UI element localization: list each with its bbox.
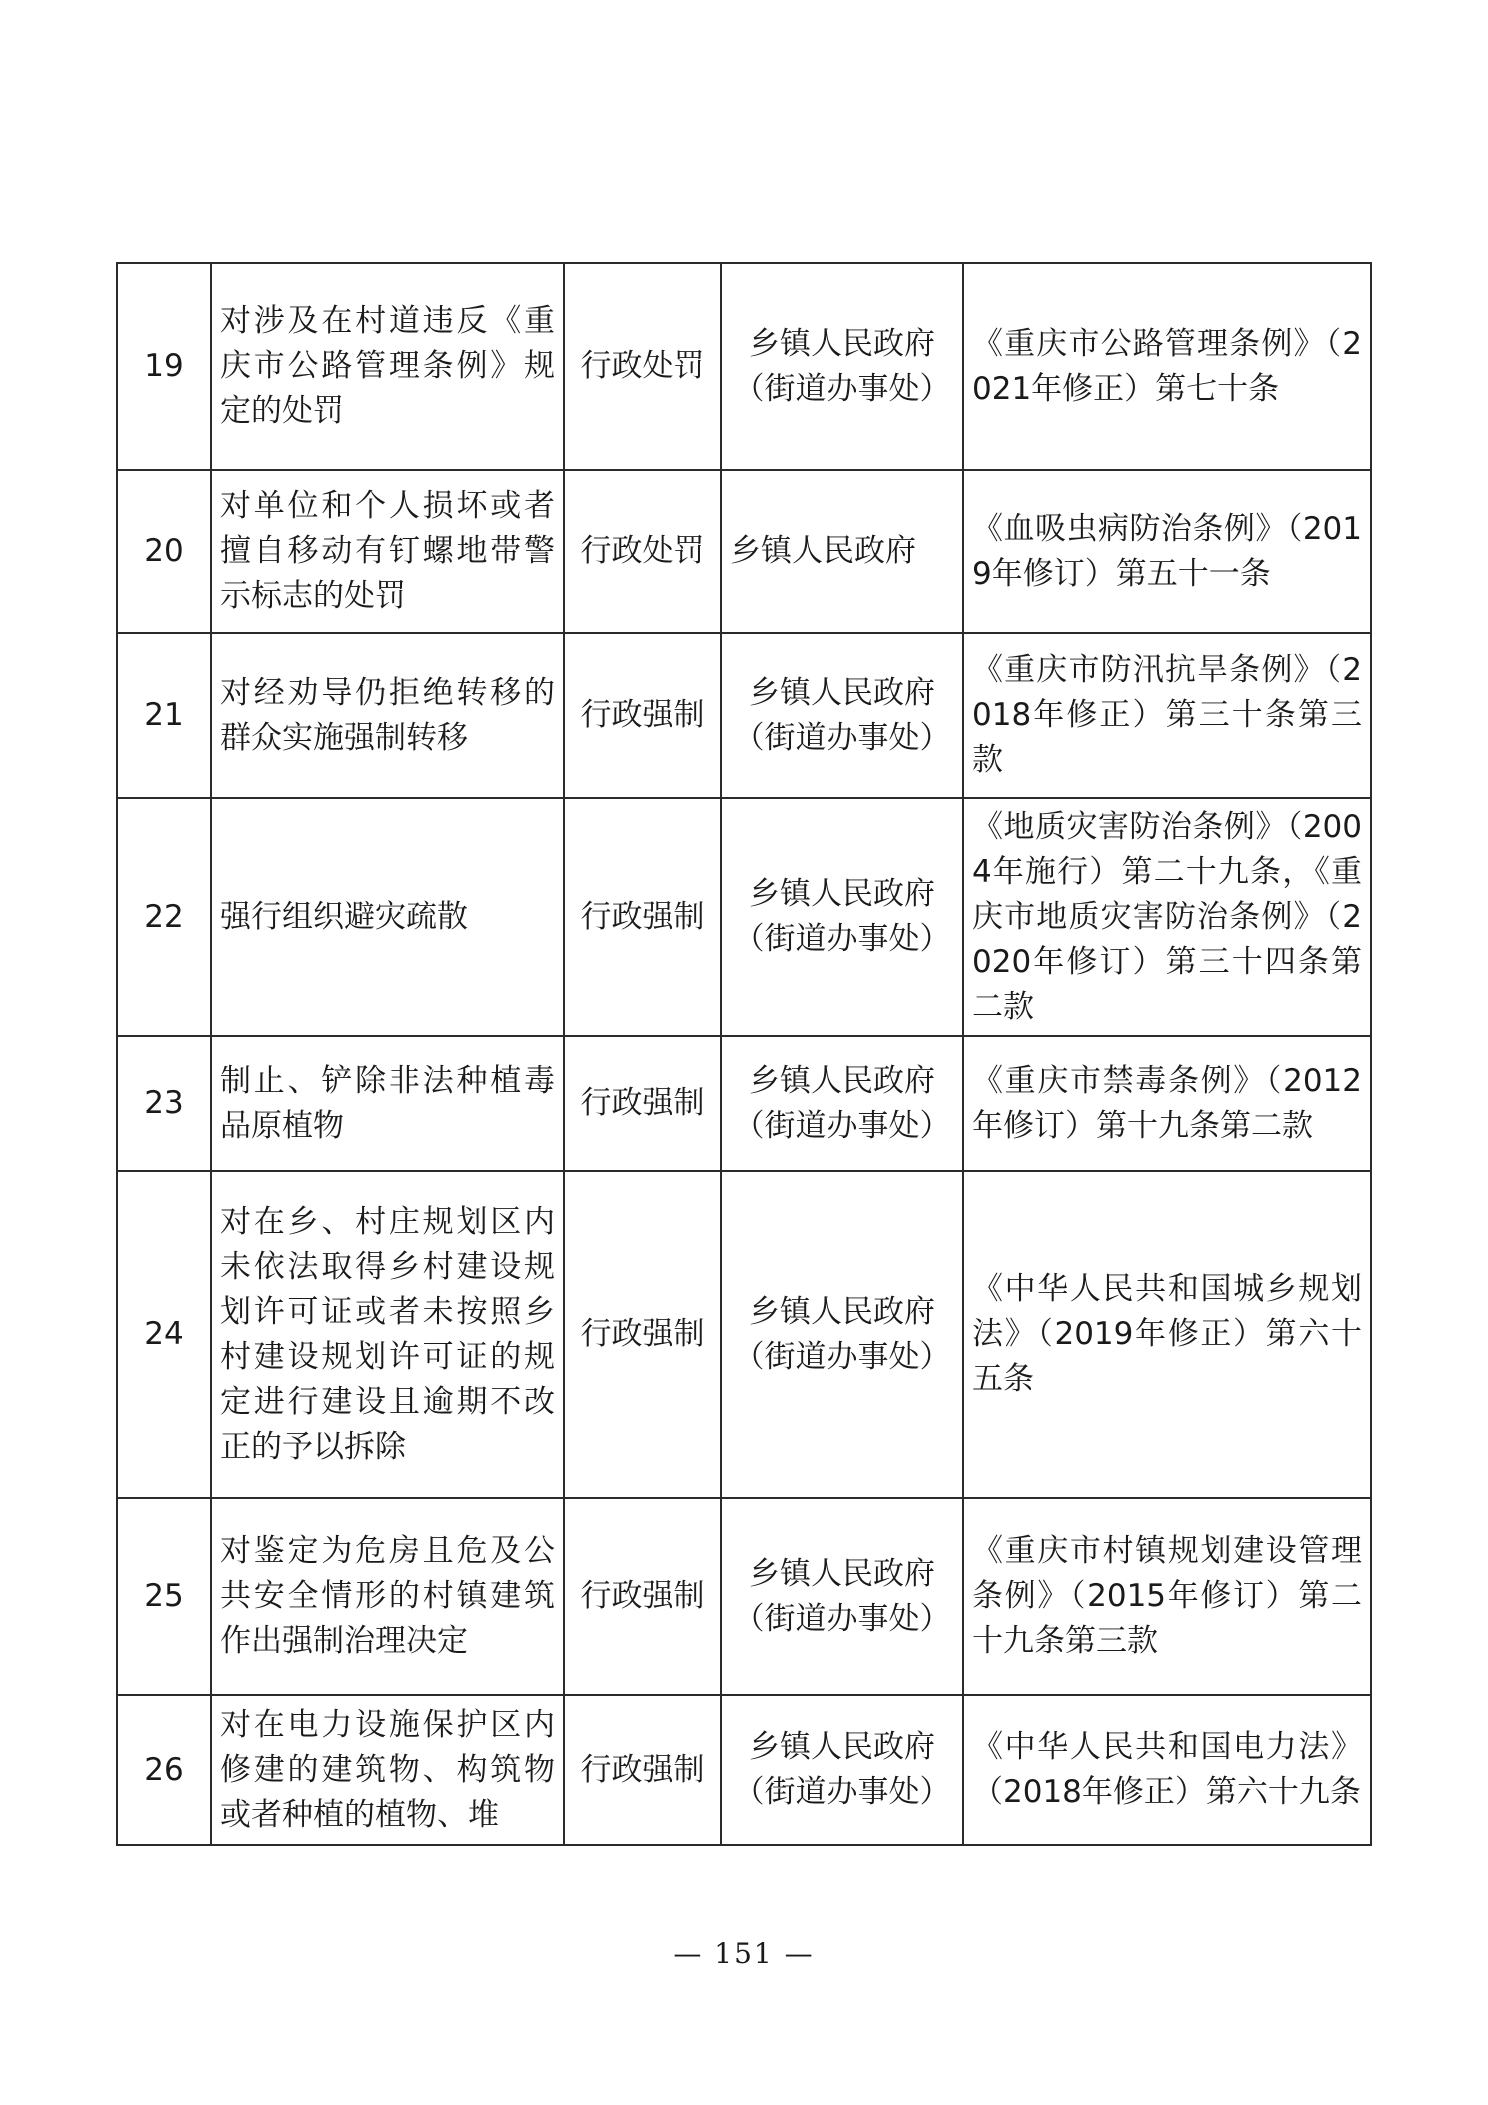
- implementing-body: 乡镇人民政府: [721, 470, 963, 633]
- implementing-body: 乡镇人民政府（街道办事处）: [721, 798, 963, 1036]
- implementing-body: 乡镇人民政府（街道办事处）: [721, 1171, 963, 1498]
- legal-basis: 《重庆市防汛抗旱条例》（2018年修正）第三十条第三款: [963, 633, 1371, 798]
- implementing-body: 乡镇人民政府（街道办事处）: [721, 1695, 963, 1845]
- implementing-body: 乡镇人民政府（街道办事处）: [721, 263, 963, 470]
- power-list-table: [116, 262, 1372, 1846]
- item-number: 25: [117, 1498, 211, 1695]
- item-number: 24: [117, 1171, 211, 1498]
- legal-basis: 《中华人民共和国城乡规划法》（2019年修正）第六十五条: [963, 1171, 1371, 1498]
- implementing-body: 乡镇人民政府（街道办事处）: [721, 1036, 963, 1171]
- power-list-body: [117, 263, 1371, 1845]
- item-name: 对经劝导仍拒绝转移的群众实施强制转移: [211, 633, 564, 798]
- item-number: 19: [117, 263, 211, 470]
- legal-basis: 《重庆市公路管理条例》（2021年修正）第七十条: [963, 263, 1371, 470]
- item-name: 对单位和个人损坏或者擅自移动有钉螺地带警示标志的处罚: [211, 470, 564, 633]
- table-row: [117, 263, 1371, 470]
- item-number: 20: [117, 470, 211, 633]
- item-name: 对在电力设施保护区内修建的建筑物、构筑物或者种植的植物、堆: [211, 1695, 564, 1845]
- item-type: 行政强制: [564, 1171, 721, 1498]
- item-type: 行政强制: [564, 1695, 721, 1845]
- table-row: [117, 470, 1371, 633]
- item-name: 强行组织避灾疏散: [211, 798, 564, 1036]
- item-name: 对涉及在村道违反《重庆市公路管理条例》规定的处罚: [211, 263, 564, 470]
- legal-basis: 《中华人民共和国电力法》（2018年修正）第六十九条: [963, 1695, 1371, 1845]
- item-name: 对在乡、村庄规划区内未依法取得乡村建设规划许可证或者未按照乡村建设规划许可证的规定进行建设且逾期不改正的予以拆除: [211, 1171, 564, 1498]
- item-type: 行政处罚: [564, 470, 721, 633]
- implementing-body: 乡镇人民政府（街道办事处）: [721, 1498, 963, 1695]
- table-row: [117, 1498, 1371, 1695]
- legal-basis: 《重庆市禁毒条例》（2012年修订）第十九条第二款: [963, 1036, 1371, 1171]
- table-row: [117, 798, 1371, 1036]
- legal-basis: 《地质灾害防治条例》（2004年施行）第二十九条，《重庆市地质灾害防治条例》（2020年修订）第三十四条第二款: [963, 798, 1371, 1036]
- table-row: [117, 1036, 1371, 1171]
- item-type: 行政强制: [564, 1498, 721, 1695]
- implementing-body: 乡镇人民政府（街道办事处）: [721, 633, 963, 798]
- item-name: 对鉴定为危房且危及公共安全情形的村镇建筑作出强制治理决定: [211, 1498, 564, 1695]
- legal-basis: 《重庆市村镇规划建设管理条例》（2015年修订）第二十九条第三款: [963, 1498, 1371, 1695]
- table-row: [117, 633, 1371, 798]
- table-row: [117, 1171, 1371, 1498]
- item-number: 26: [117, 1695, 211, 1845]
- item-number: 23: [117, 1036, 211, 1171]
- item-number: 21: [117, 633, 211, 798]
- legal-basis: 《血吸虫病防治条例》（2019年修订）第五十一条: [963, 470, 1371, 633]
- page-number: — 151 —: [673, 1937, 815, 1970]
- item-type: 行政强制: [564, 798, 721, 1036]
- item-type: 行政强制: [564, 633, 721, 798]
- item-type: 行政强制: [564, 1036, 721, 1171]
- table-row: [117, 1695, 1371, 1845]
- item-name: 制止、铲除非法种植毒品原植物: [211, 1036, 564, 1171]
- item-number: 22: [117, 798, 211, 1036]
- item-type: 行政处罚: [564, 263, 721, 470]
